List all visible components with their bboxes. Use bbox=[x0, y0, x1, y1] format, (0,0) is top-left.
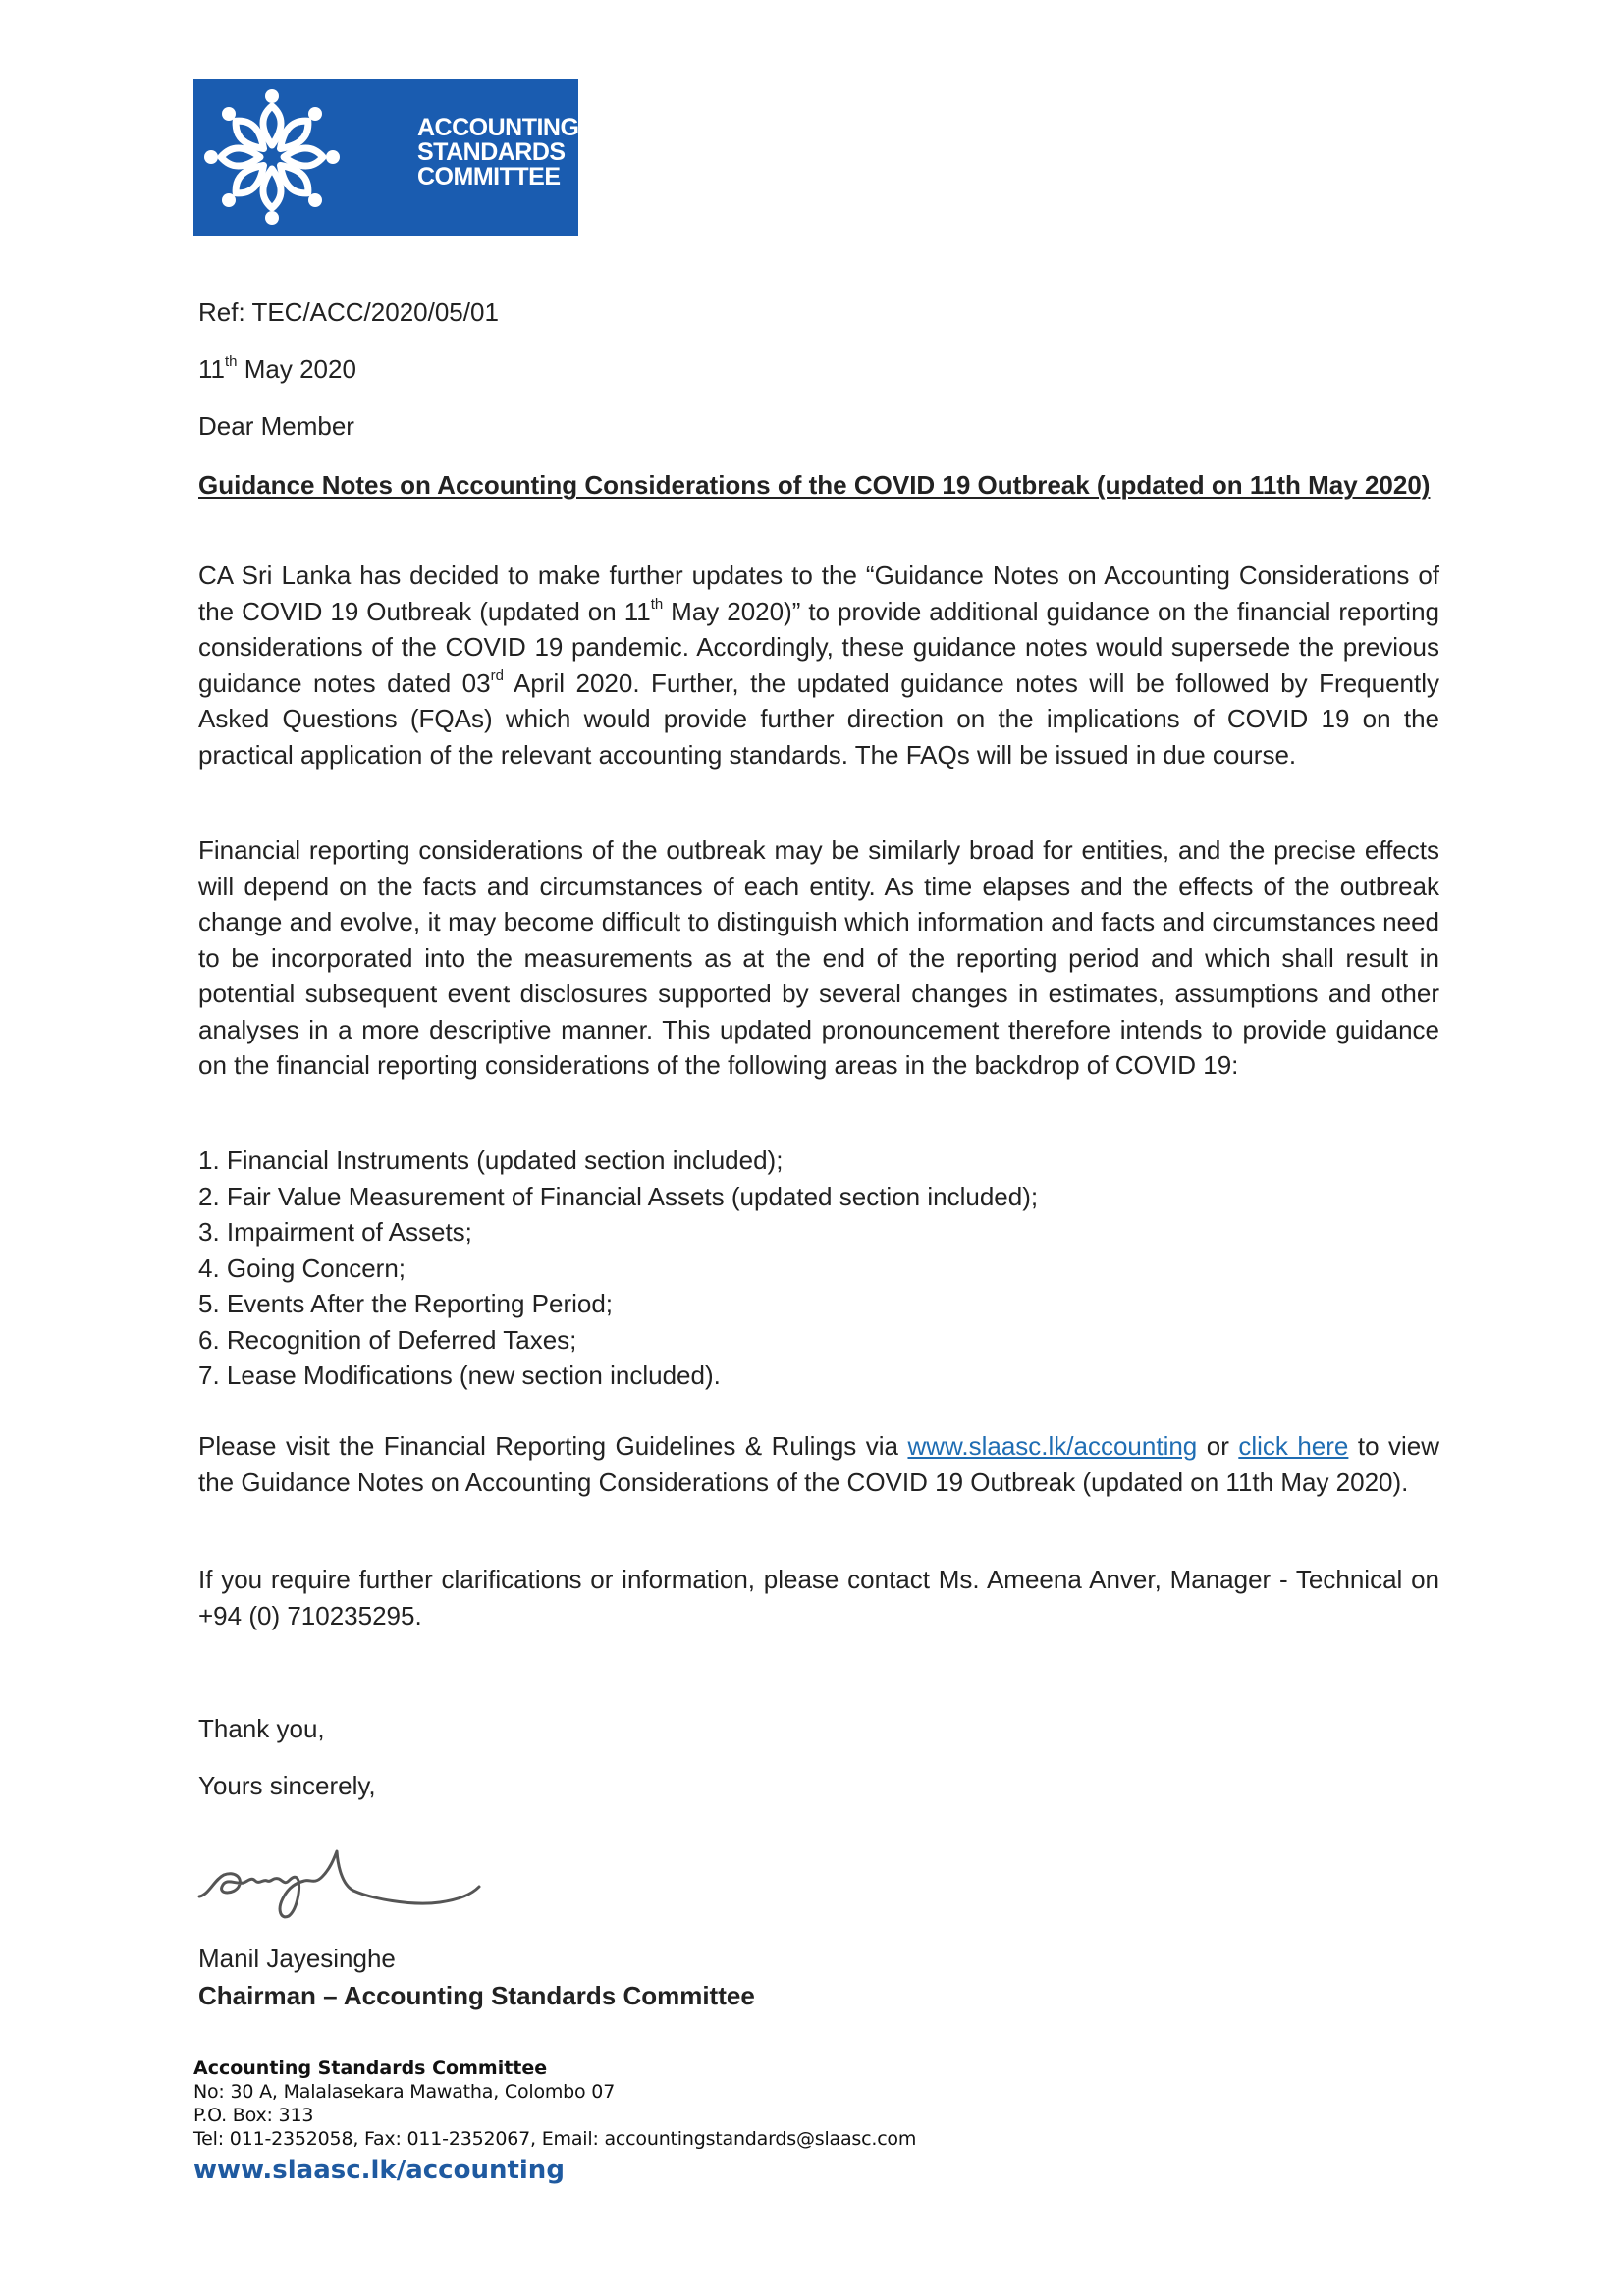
list-item: 2. Fair Value Measurement of Financial Assets (updated section included); bbox=[198, 1181, 1039, 1211]
signatory-title: Chairman – Accounting Standards Committee bbox=[198, 1981, 755, 2010]
text: May 2020)” to provide additional guidance on the financial reporting considerations of the COVID 19 pandemic. Accordingly, these guidance notes would supersede the previous guidance notes dated 03 bbox=[198, 596, 1439, 698]
list-item: 7. Lease Modifications (new section included). bbox=[198, 1361, 721, 1390]
closing-sincerely: Yours sincerely, bbox=[198, 1771, 376, 1800]
letterhead-footer bbox=[193, 2057, 916, 2186]
text: April 2020. Further, the updated guidance notes will be followed by Frequently Asked Questions (FQAs) which would provide further direction on the implications of COVID 19 on the practical application of the relevant accounting standards. The FAQs will be issued in due course. bbox=[198, 667, 1440, 770]
logo-line: STANDARDS bbox=[417, 138, 566, 166]
text: to view the Guidance Notes on Accounting Considerations of the COVID 19 Outbreak (updated on 11th May 2020). bbox=[198, 1431, 1440, 1497]
paragraph-intro bbox=[198, 558, 1439, 773]
click-here-link[interactable]: click here bbox=[1238, 1431, 1349, 1461]
paragraph-contact: If you require further clarifications or information, please contact Ms. Ameena Anver, Manager - Technical on +94 (0) 710235295. bbox=[198, 1565, 1439, 1630]
letter-heading: Guidance Notes on Accounting Considerations of the COVID 19 Outbreak (updated on 11th May 2020) bbox=[198, 470, 1431, 500]
footer-po-box: P.O. Box: 313 bbox=[193, 2105, 314, 2126]
areas-list bbox=[198, 1143, 1439, 1394]
date-rest: May 2020 bbox=[237, 354, 356, 384]
date-suffix: th bbox=[225, 353, 238, 371]
committee-logo bbox=[193, 79, 578, 236]
list-item: 6. Recognition of Deferred Taxes; bbox=[198, 1324, 577, 1355]
date-day: 11 bbox=[198, 354, 225, 384]
paragraph-considerations: Financial reporting considerations of the outbreak may be similarly broad for entities, and the precise effects will depend on the facts and circumstances of each entity. As time elapses and the effects of the outbreak change and evolve, it may become difficult to distinguish which information and facts and circumstances need to be incorporated into the measurements as at the end of the reporting period and which shall result in potential subsequent event disclosures supported by several changes in estimates, assumptions and other analyses in a more descriptive manner. This updated pronouncement therefore intends to provide guidance on the financial reporting considerations of the following areas in the backdrop of COVID 19: bbox=[198, 835, 1439, 1080]
footer-contact: Tel: 011-2352058, Fax: 011-2352067, Email: accountingstandards@slaasc.com bbox=[193, 2128, 917, 2150]
text: or bbox=[1197, 1431, 1239, 1461]
text: CA Sri Lanka has decided to make further updates to the “Guidance Notes on Accounting Considerations of the COVID 19 Outbreak (updated on 11 bbox=[198, 561, 1439, 626]
superscript: th bbox=[650, 595, 664, 613]
website-link[interactable]: www.slaasc.lk/accounting bbox=[907, 1431, 1198, 1461]
superscript: rd bbox=[490, 667, 504, 684]
list-item: 5. Events After the Reporting Period; bbox=[198, 1289, 614, 1318]
signatory-name: Manil Jayesinghe bbox=[198, 1944, 396, 1973]
list-item: 1. Financial Instruments (updated section included); bbox=[198, 1146, 784, 1175]
list-item: 3. Impairment of Assets; bbox=[198, 1217, 472, 1247]
logo-wordmark bbox=[417, 116, 578, 189]
logo-line: ACCOUNTING bbox=[417, 114, 579, 141]
footer-website[interactable]: www.slaasc.lk/accounting bbox=[193, 2156, 565, 2185]
star-people-icon bbox=[201, 86, 343, 228]
reference-number: Ref: TEC/ACC/2020/05/01 bbox=[198, 297, 499, 327]
salutation: Dear Member bbox=[198, 411, 354, 441]
paragraph-links bbox=[198, 1428, 1439, 1500]
text: Please visit the Financial Reporting Guidelines & Rulings via bbox=[198, 1431, 908, 1461]
letter-date bbox=[198, 351, 356, 388]
logo-line: COMMITTEE bbox=[417, 163, 561, 190]
signature-image bbox=[194, 1826, 499, 1929]
footer-address: No: 30 A, Malalasekara Mawatha, Colombo 07 bbox=[193, 2081, 616, 2103]
footer-org-name: Accounting Standards Committee bbox=[193, 2057, 548, 2079]
closing-thanks: Thank you, bbox=[198, 1714, 325, 1743]
list-item: 4. Going Concern; bbox=[198, 1253, 406, 1283]
